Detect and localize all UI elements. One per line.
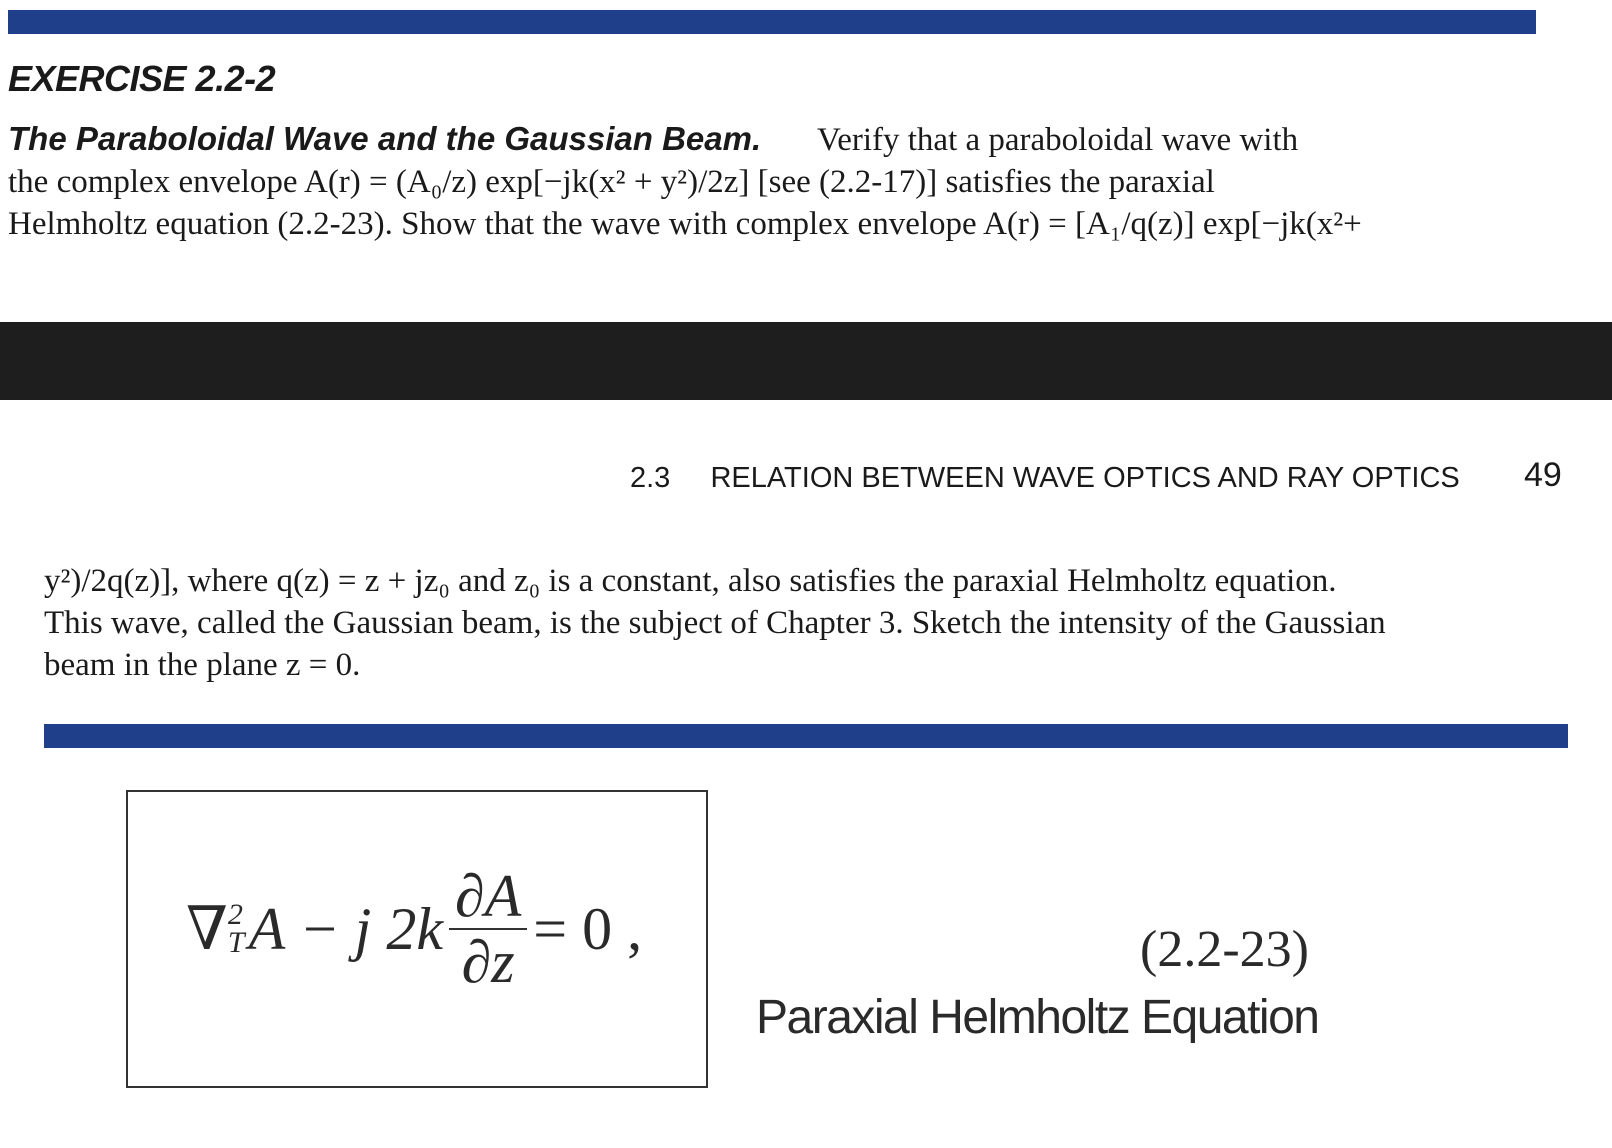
top-rule	[8, 10, 1536, 34]
nabla-symbol: ∇	[186, 896, 228, 962]
exercise-runin-heading: The Paraboloidal Wave and the Gaussian Beam.	[8, 120, 762, 157]
bottom-rule	[44, 724, 1568, 748]
exercise-title: EXERCISE 2.2-2	[8, 58, 276, 99]
exercise-line-1-text: Verify that a paraboloidal wave with	[817, 122, 1299, 158]
continuation-line-3: beam in the plane z = 0.	[44, 647, 361, 683]
exercise-line-3: Helmholtz equation (2.2-23). Show that the wave with complex envelope A(r) = [A₁/q(z)] exp[−jk(x²+	[8, 206, 1362, 242]
header-section-title: RELATION BETWEEN WAVE OPTICS AND RAY OPTICS	[710, 462, 1460, 494]
equation-number: (2.2-23)	[1140, 921, 1309, 978]
laplacian-subscript: T	[227, 926, 245, 959]
partial-numerator: ∂A	[449, 864, 527, 930]
continuation-line-1: y²)/2q(z)], where q(z) = z + jz₀ and z₀ is a constant, also satisfies the paraxial Helmholtz equation.	[44, 563, 1337, 599]
running-header	[630, 462, 1460, 495]
equation-term: A − j 2k	[248, 895, 443, 962]
exercise-paragraph	[8, 118, 1602, 245]
partial-derivative	[449, 864, 527, 994]
paraxial-helmholtz-equation	[186, 864, 642, 994]
exercise-line-2: the complex envelope A(r) = (A₀/z) exp[−jk(x² + y²)/2z] [see (2.2-17)] satisfies the paraxial	[8, 164, 1215, 200]
equation-caption: Paraxial Helmholtz Equation	[756, 991, 1319, 1044]
equation-rhs: = 0 ,	[533, 895, 643, 962]
page-number: 49	[1524, 456, 1562, 494]
exercise-line-1	[8, 118, 1602, 161]
continuation-paragraph	[44, 560, 1564, 686]
page-divider-band	[0, 322, 1612, 400]
header-section-number: 2.3	[630, 462, 671, 494]
partial-denominator: ∂z	[461, 929, 515, 995]
laplacian-superscript: 2	[227, 898, 243, 931]
continuation-line-2: This wave, called the Gaussian beam, is the subject of Chapter 3. Sketch the intensity of the Gaussian	[44, 605, 1386, 641]
equation-box	[126, 790, 708, 1088]
